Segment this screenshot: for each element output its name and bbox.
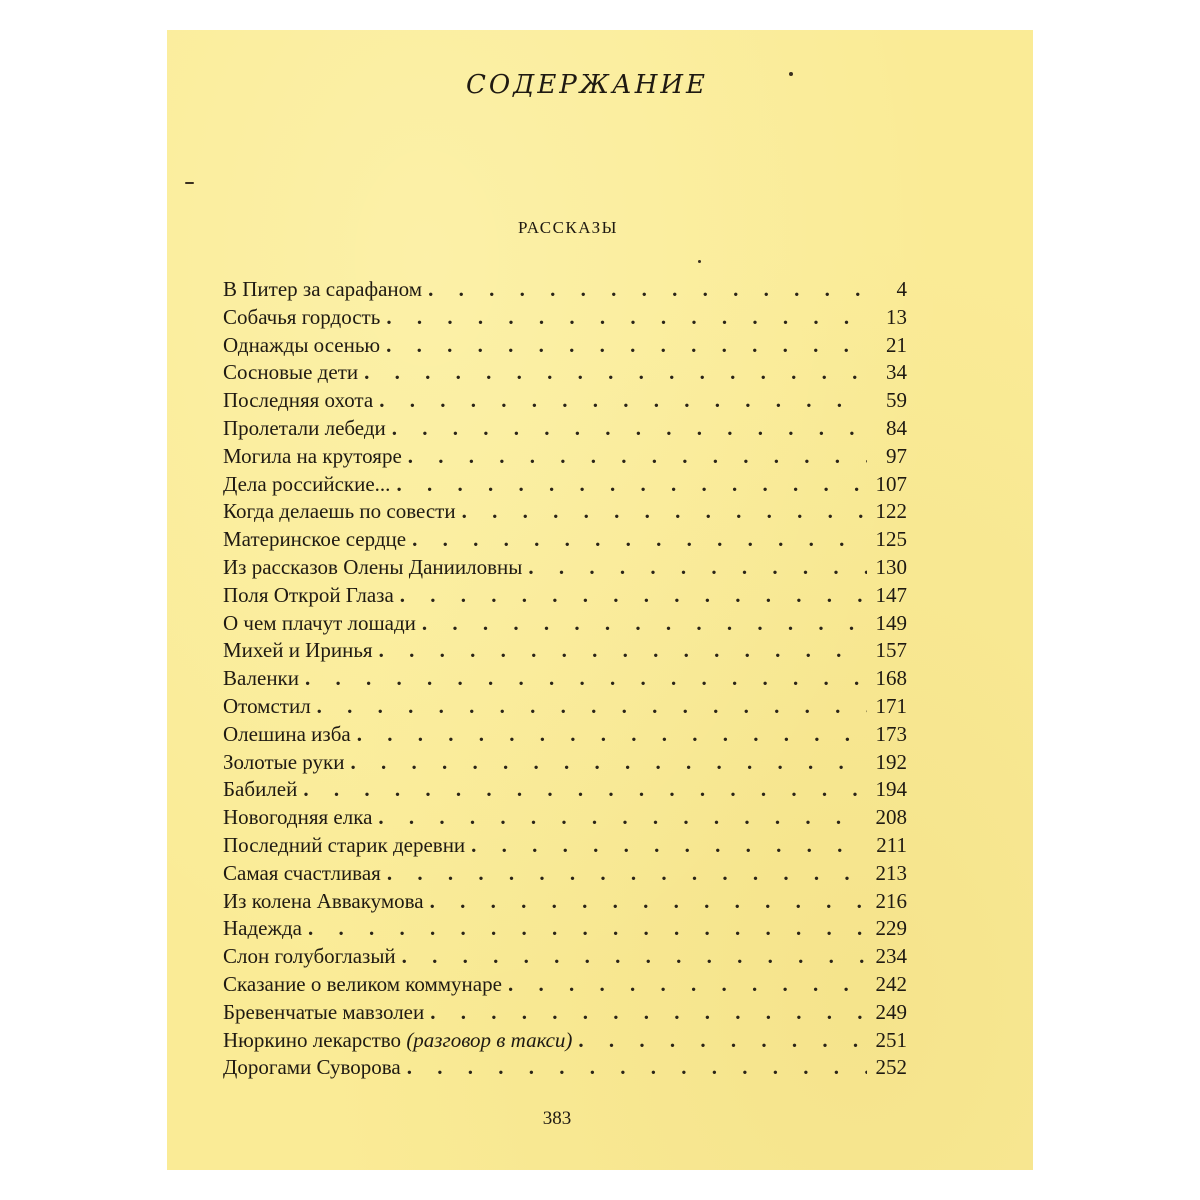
dot-leader xyxy=(303,777,867,802)
entry-title: Самая счастливая xyxy=(223,860,381,885)
entry-title: Последний старик деревни xyxy=(223,832,466,857)
entry-title: Когда делаешь по совести xyxy=(223,499,456,524)
entry-page-number: 130 xyxy=(875,554,907,579)
toc-entry xyxy=(223,722,907,750)
dot-leader xyxy=(396,472,867,497)
entry-page-number: 13 xyxy=(886,304,907,329)
dot-leader xyxy=(462,499,867,524)
toc-entry xyxy=(223,861,907,889)
entry-page-number: 125 xyxy=(875,527,907,552)
dot-leader xyxy=(471,833,867,858)
toc-entry xyxy=(223,388,907,416)
dot-leader xyxy=(379,638,867,663)
dot-leader xyxy=(378,805,867,830)
entry-page-number: 97 xyxy=(886,443,907,468)
entry-page-number: 157 xyxy=(875,638,907,663)
entry-page-number: 171 xyxy=(875,693,907,718)
entry-page-number: 122 xyxy=(875,499,907,524)
entry-page-number: 34 xyxy=(886,360,907,385)
dot-leader xyxy=(430,1000,867,1025)
entry-title: Могила на крутояре xyxy=(223,443,402,468)
entry-title: Нюркино лекарство (разговор в такси) xyxy=(223,1027,573,1052)
book-page xyxy=(167,30,1033,1170)
dot-leader xyxy=(428,277,867,302)
dot-leader xyxy=(387,861,867,886)
entry-title: Олешина изба xyxy=(223,721,351,746)
toc-entry xyxy=(223,777,907,805)
dot-leader xyxy=(386,333,867,358)
toc-entry xyxy=(223,1028,907,1056)
dot-leader xyxy=(308,916,867,941)
toc-entry xyxy=(223,305,907,333)
toc-entry xyxy=(223,972,907,1000)
entry-title: Поля Открой Глаза xyxy=(223,582,394,607)
toc-entry xyxy=(223,805,907,833)
toc-entry xyxy=(223,555,907,583)
entry-title: Собачья гордость xyxy=(223,304,381,329)
entry-page-number: 216 xyxy=(875,888,907,913)
table-of-contents xyxy=(223,277,907,1083)
entry-title: Сказание о великом коммунаре xyxy=(223,971,502,996)
entry-title: Михей и Иринья xyxy=(223,638,373,663)
entry-page-number: 107 xyxy=(875,471,907,496)
entry-title: Дорогами Суворова xyxy=(223,1055,401,1080)
entry-title: Из рассказов Олены Данииловны xyxy=(223,554,523,579)
toc-entry xyxy=(223,1000,907,1028)
entry-title: Новогодняя елка xyxy=(223,805,373,830)
entry-page-number: 147 xyxy=(875,582,907,607)
entry-page-number: 173 xyxy=(875,721,907,746)
entry-title-note: (разговор в такси) xyxy=(406,1027,573,1052)
dot-leader xyxy=(357,722,867,747)
entry-page-number: 149 xyxy=(875,610,907,635)
dot-leader xyxy=(412,527,867,552)
entry-page-number: 4 xyxy=(896,277,907,301)
entry-page-number: 211 xyxy=(876,832,907,857)
toc-entry xyxy=(223,499,907,527)
dot-leader xyxy=(400,583,867,608)
dot-leader xyxy=(528,555,867,580)
entry-page-number: 208 xyxy=(875,805,907,830)
page-title: СОДЕРЖАНИЕ xyxy=(465,70,709,100)
entry-page-number: 249 xyxy=(875,999,907,1024)
entry-title: Золотые руки xyxy=(223,749,345,774)
section-heading: РАССКАЗЫ xyxy=(518,218,618,237)
print-speck xyxy=(698,260,701,263)
toc-entry xyxy=(223,833,907,861)
toc-entry xyxy=(223,611,907,639)
entry-title: Последняя охота xyxy=(223,388,374,413)
toc-entry xyxy=(223,472,907,500)
entry-title: Сосновые дети xyxy=(223,360,359,385)
entry-title: Надежда xyxy=(223,916,303,941)
entry-page-number: 59 xyxy=(886,388,907,413)
entry-title: Бревенчатые мавзолеи xyxy=(223,999,425,1024)
entry-title: Пролетали лебеди xyxy=(223,415,386,440)
print-speck xyxy=(185,182,194,184)
entry-title: Из колена Аввакумова xyxy=(223,888,424,913)
page-number: 383 xyxy=(542,1108,572,1129)
toc-entry xyxy=(223,527,907,555)
entry-title: В Питер за сарафаном xyxy=(223,277,423,301)
entry-title: Отомстил xyxy=(223,693,311,718)
toc-entry xyxy=(223,360,907,388)
print-speck xyxy=(789,72,793,76)
toc-entry xyxy=(223,889,907,917)
toc-entry xyxy=(223,277,907,305)
dot-leader xyxy=(379,388,867,413)
toc-entry xyxy=(223,444,907,472)
entry-title: Бабилей xyxy=(223,777,298,802)
toc-entry xyxy=(223,333,907,361)
toc-entry xyxy=(223,694,907,722)
entry-page-number: 168 xyxy=(875,666,907,691)
dot-leader xyxy=(392,416,867,441)
toc-entry xyxy=(223,944,907,972)
entry-page-number: 234 xyxy=(875,944,907,969)
entry-page-number: 242 xyxy=(875,971,907,996)
dot-leader xyxy=(364,360,867,385)
dot-leader xyxy=(305,666,867,691)
dot-leader xyxy=(317,694,867,719)
dot-leader xyxy=(350,750,867,775)
entry-title: Материнское сердце xyxy=(223,527,407,552)
dot-leader xyxy=(508,972,867,997)
entry-title: Валенки xyxy=(223,666,299,691)
dot-leader xyxy=(402,944,867,969)
toc-entry xyxy=(223,583,907,611)
dot-leader xyxy=(422,611,867,636)
dot-leader xyxy=(408,444,867,469)
entry-page-number: 194 xyxy=(875,777,907,802)
entry-page-number: 229 xyxy=(875,916,907,941)
entry-title: О чем плачут лошади xyxy=(223,610,416,635)
dot-leader xyxy=(430,889,867,914)
entry-title: Дела российские... xyxy=(223,471,391,496)
toc-entry xyxy=(223,750,907,778)
entry-page-number: 21 xyxy=(886,332,907,357)
entry-page-number: 252 xyxy=(875,1055,907,1080)
toc-entry xyxy=(223,416,907,444)
dot-leader xyxy=(386,305,867,330)
entry-page-number: 192 xyxy=(875,749,907,774)
toc-entry xyxy=(223,666,907,694)
entry-page-number: 84 xyxy=(886,415,907,440)
toc-entry xyxy=(223,916,907,944)
entry-title: Слон голубоглазый xyxy=(223,944,396,969)
dot-leader xyxy=(407,1055,867,1080)
toc-entry xyxy=(223,1055,907,1083)
entry-page-number: 251 xyxy=(875,1027,907,1052)
entry-title: Однажды осенью xyxy=(223,332,381,357)
dot-leader xyxy=(578,1028,867,1053)
entry-page-number: 213 xyxy=(875,860,907,885)
toc-entry xyxy=(223,638,907,666)
